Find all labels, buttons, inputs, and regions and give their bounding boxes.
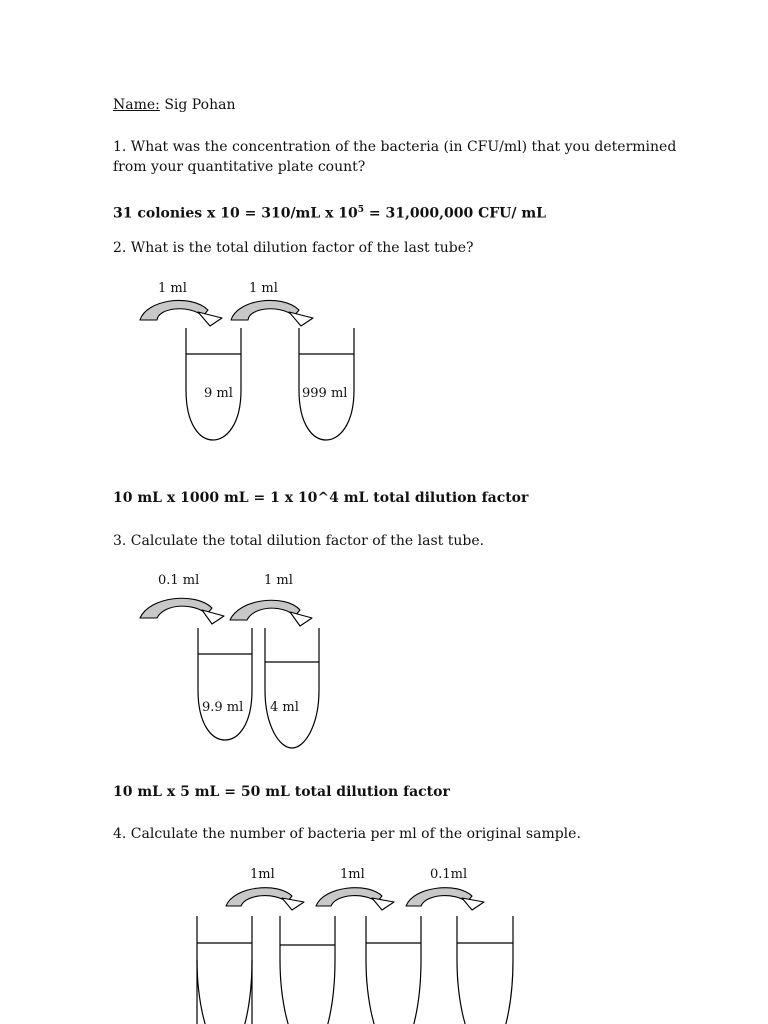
q1-answer-part-a: 31 colonies x 10 = 310/mL x 10 [113, 205, 358, 222]
q4-tube-4 [457, 916, 513, 1024]
q2-tube-1 [186, 328, 241, 440]
q4-transfer-label-3: 0.1ml [430, 867, 468, 882]
q1-text-line2: from your quantitative plate count? [113, 159, 366, 175]
q3-transfer-label-1: 0.1 ml [158, 573, 200, 588]
q4-transfer-arrow-3 [406, 888, 484, 910]
q2-transfer-label-2: 1 ml [249, 281, 278, 296]
q3-transfer-arrow-2 [230, 600, 312, 626]
q2-dilution-diagram [0, 290, 768, 450]
q4-transfer-arrow-2 [316, 888, 394, 910]
name-value: Sig Pohan [164, 97, 236, 113]
q4-transfer-label-1: 1ml [250, 867, 275, 882]
q3-tube-1 [198, 628, 252, 740]
q3-question: 3. Calculate the total dilution factor of the last tube. [113, 533, 485, 549]
q2-tube-label-1: 9 ml [204, 386, 233, 401]
q3-tube-2 [265, 628, 319, 748]
q1-answer-exponent: 5 [357, 205, 365, 215]
q2-tube-2 [299, 328, 354, 440]
q4-dilution-diagram [0, 880, 768, 1024]
q4-tube-3 [366, 916, 421, 1024]
q1-text-line1: 1. What was the concentration of the bacteria (in CFU/ml) that you determined [113, 139, 677, 155]
q2-transfer-label-1: 1 ml [158, 281, 187, 296]
q2-answer: 10 mL x 1000 mL = 1 x 10^4 mL total dilution factor [113, 490, 529, 506]
q2-transfer-arrow-2 [231, 300, 313, 326]
q3-transfer-label-2: 1 ml [264, 573, 293, 588]
name-label: Name: [113, 97, 160, 113]
q4-transfer-arrow-1 [226, 888, 304, 910]
student-name-line [113, 95, 235, 115]
q3-answer: 10 mL x 5 mL = 50 mL total dilution factor [113, 784, 450, 800]
q4-question: 4. Calculate the number of bacteria per ml of the original sample. [113, 826, 581, 842]
q4-tube-2 [280, 916, 335, 1024]
q3-tube-label-2: 4 ml [270, 700, 299, 715]
q3-dilution-diagram [0, 590, 768, 750]
q3-transfer-arrow-1 [140, 598, 224, 624]
q2-tube-label-2: 999 ml [302, 386, 348, 401]
q1-answer-part-b: = 31,000,000 CFU/ mL [364, 205, 547, 222]
q2-question: 2. What is the total dilution factor of the last tube? [113, 240, 474, 256]
q3-tube-label-1: 9.9 ml [202, 700, 244, 715]
q4-tube-1 [197, 916, 252, 1024]
q1-answer [113, 200, 546, 224]
q4-transfer-label-2: 1ml [340, 867, 365, 882]
q2-transfer-arrow-1 [140, 300, 222, 326]
